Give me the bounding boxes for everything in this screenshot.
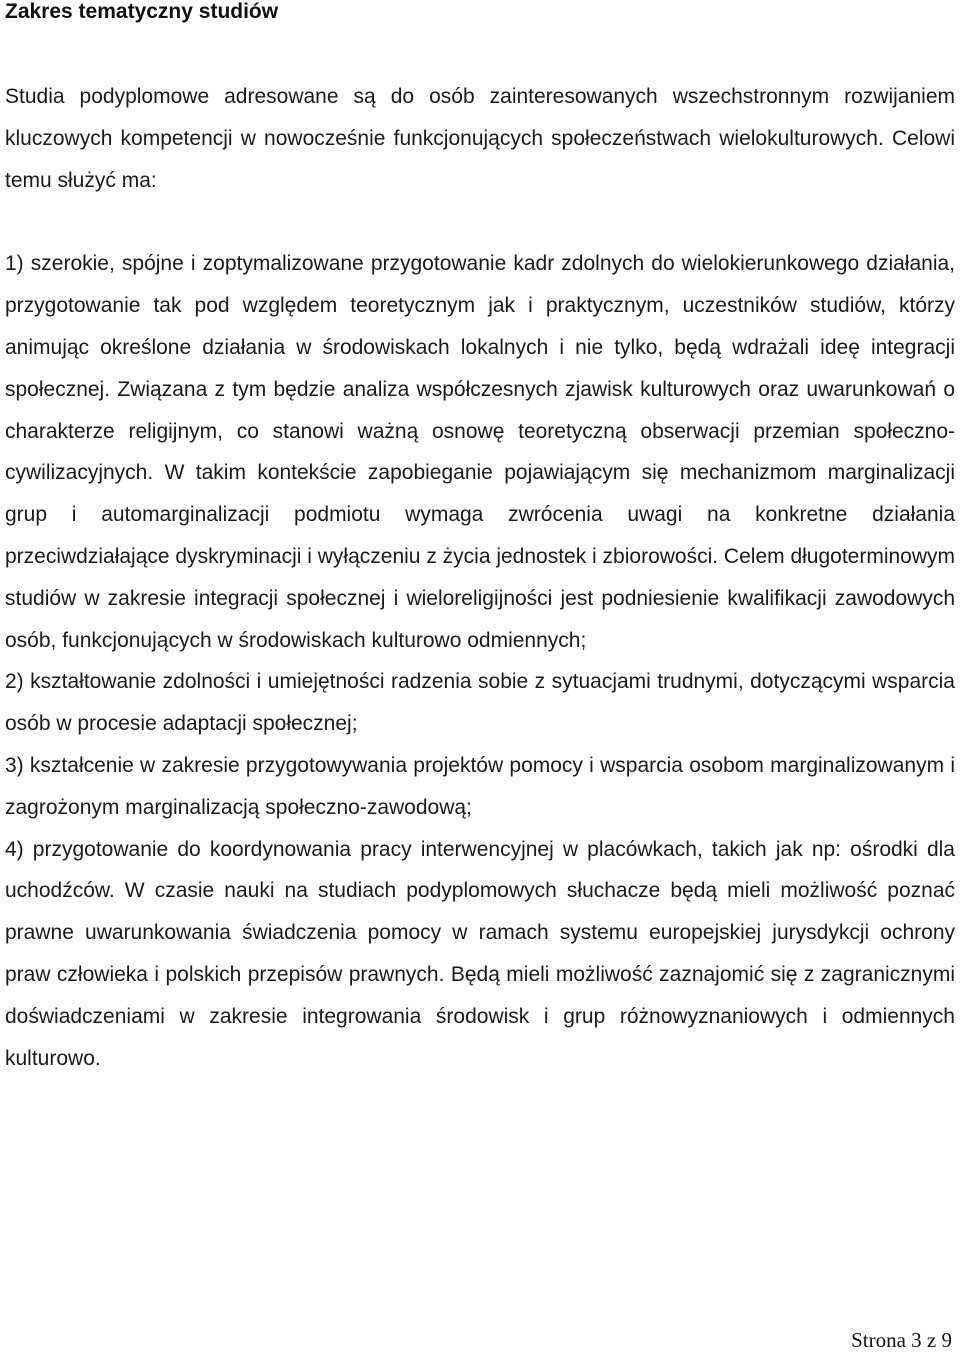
paragraph-item-1: 1) szerokie, spójne i zoptymalizowane przygotowanie kadr zdolnych do wielokierunkowego działania, przygotowanie tak pod względem teoretycznym jak i praktycznym, uczestników studiów, którzy animując określone działania w środowiskach lokalnych i nie tylko, będą wdrażali ideę integracji społecznej. Związana z tym będzie analiza współczesnych zjawisk kulturowych oraz uwarunkowań o charakterze religijnym, co stanowi ważną osnowę teoretyczną obserwacji przemian społeczno-cywilizacyjnych. W takim kontekście zapobieganie pojawiającym się mechanizmom marginalizacji grup i automarginalizacji podmiotu wymaga zwrócenia uwagi na konkretne działania przeciwdziałające dyskryminacji i wyłączeniu z życia jednostek i zbiorowości. Celem długoterminowym studiów w zakresie integracji społecznej i wieloreligijności jest podniesienie kwalifikacji zawodowych osób, funkcjonujących w środowiskach kulturowo odmiennych; bbox=[5, 252, 956, 652]
section-title: Zakres tematyczny studiów bbox=[5, 0, 279, 23]
paragraph-intro: Studia podyplomowe adresowane są do osób zainteresowanych wszechstronnym rozwijaniem kluczowych kompetencji w nowocześnie funkcjonujących społeczeństwach wielokulturowych. Celowi temu służyć ma: bbox=[5, 85, 955, 192]
paragraph-item-3: 3) kształcenie w zakresie przygotowywania projektów pomocy i wsparcia osobom marginalizowanym i zagrożonym marginalizacją społeczno-zawodową; bbox=[5, 753, 955, 819]
paragraph-item-4: 4) przygotowanie do koordynowania pracy interwencyjnej w placówkach, takich jak np: ośrodki dla uchodźców. W czasie nauki na studiach podyplomowych słuchacze będą mieli możliwość poznać prawne uwarunkowania świadczenia pomocy w ramach systemu europejskiej jurysdykcji ochrony praw człowieka i polskich przepisów prawnych. Będą mieli możliwość zaznajomić się z zagranicznymi doświadczeniami w zakresie integrowania środowisk i grup różnowyznaniowych i odmiennych kulturowo. bbox=[5, 837, 955, 1070]
paragraph-item-2: 2) kształtowanie zdolności i umiejętności radzenia sobie z sytuacjami trudnymi, dotyczącymi wsparcia osób w procesie adaptacji społecznej; bbox=[5, 670, 955, 736]
page-number-footer: Strona 3 z 9 bbox=[851, 1328, 952, 1352]
document-page bbox=[5, 0, 955, 1079]
